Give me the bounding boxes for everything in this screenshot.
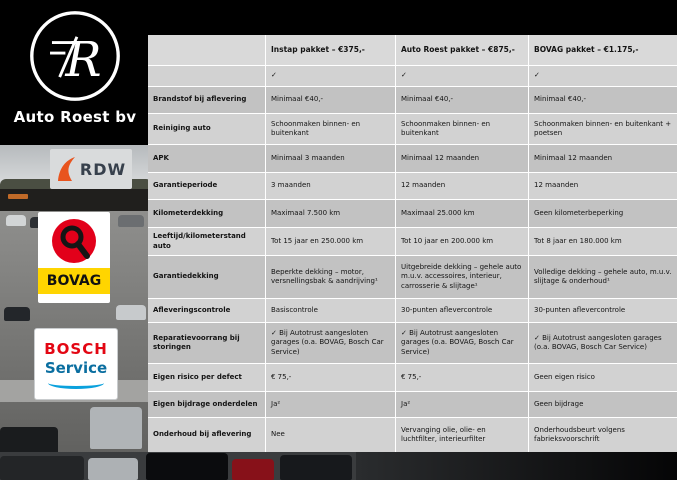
table-cell: 12 maanden	[529, 173, 677, 199]
table-cell: 3 maanden	[266, 173, 395, 199]
table-cell: ✓	[266, 66, 395, 86]
parked-car	[0, 456, 84, 480]
table-cell: Tot 8 jaar en 180.000 km	[529, 228, 677, 255]
parked-car	[146, 453, 228, 480]
table-cell: ✓ Bij Autotrust aangesloten garages (o.a. BOVAG, Bosch Car Service)	[396, 323, 528, 363]
parked-car	[88, 458, 138, 480]
table-cell: Minimaal €40,-	[396, 87, 528, 113]
table-cell: Maximaal 7.500 km	[266, 200, 395, 227]
table-cell: Onderhoudsbeurt volgens fabrieksvoorschrift	[529, 418, 677, 452]
row-label: Afleveringscontrole	[148, 299, 265, 322]
table-cell: Vervanging olie, olie- en luchtfilter, interieurfilter	[396, 418, 528, 452]
row-label: Garantiedekking	[148, 256, 265, 298]
parked-car-red	[232, 459, 274, 480]
rdw-logo-text: RDW	[79, 159, 127, 179]
svg-text:R: R	[65, 32, 102, 89]
table-cell: Minimaal 12 maanden	[396, 145, 528, 172]
table-cell: Uitgebreide dekking – gehele auto m.u.v. accessoires, interieur, carrosserie & slijtage¹	[396, 256, 528, 298]
table-cell: Schoonmaken binnen- en buitenkant + poetsen	[529, 114, 677, 144]
table-cell: Ja²	[396, 392, 528, 417]
table-cell: Tot 10 jaar en 200.000 km	[396, 228, 528, 255]
row-label: Onderhoud bij aflevering	[148, 418, 265, 452]
parked-cars-dark	[356, 452, 677, 480]
table-cell: Beperkte dekking – motor, versnellingsbak & aandrijving¹	[266, 256, 395, 298]
row-label: Eigen bijdrage onderdelen	[148, 392, 265, 417]
row-label	[148, 66, 265, 86]
dealership-building	[0, 189, 152, 211]
column-header-auto-roest: Auto Roest pakket – €875,-	[396, 35, 528, 65]
parked-car	[90, 407, 142, 449]
parked-car	[4, 307, 30, 321]
table-cell: Geen eigen risico	[529, 364, 677, 391]
brand-area	[0, 0, 150, 140]
bosch-service-text: Service	[44, 359, 108, 377]
row-label: Eigen risico per defect	[148, 364, 265, 391]
table-cell: Minimaal 3 maanden	[266, 145, 395, 172]
row-label: Garantieperiode	[148, 173, 265, 199]
row-label: Leeftijd/kilometerstand auto	[148, 228, 265, 255]
auto-roest-logo-icon	[27, 8, 123, 104]
parked-car	[6, 215, 26, 226]
table-cell: Minimaal 12 maanden	[529, 145, 677, 172]
parked-car	[116, 305, 146, 320]
package-comparison-table	[148, 35, 677, 452]
background-photo-left	[0, 145, 152, 480]
parked-car	[118, 215, 144, 227]
table-cell: Geen bijdrage	[529, 392, 677, 417]
background-photo-bottom	[0, 452, 677, 480]
table-cell: ✓	[529, 66, 677, 86]
table-cell: ✓	[396, 66, 528, 86]
table-cell: ✓ Bij Autotrust aangesloten garages (o.a. BOVAG, Bosch Car Service)	[266, 323, 395, 363]
table-cell: Maximaal 25.000 km	[396, 200, 528, 227]
table-cell: Schoonmaken binnen- en buitenkant	[266, 114, 395, 144]
table-cell: ✓ Bij Autotrust aangesloten garages (o.a. BOVAG, Bosch Car Service)	[529, 323, 677, 363]
row-label: APK	[148, 145, 265, 172]
table-cell: 12 maanden	[396, 173, 528, 199]
column-header-bovag: BOVAG pakket – €1.175,-	[529, 35, 677, 65]
table-cell: Ja²	[266, 392, 395, 417]
table-cell: € 75,-	[396, 364, 528, 391]
table-cell: 30-punten aflevercontrole	[396, 299, 528, 322]
table-cell: Minimaal €40,-	[529, 87, 677, 113]
table-cell: € 75,-	[266, 364, 395, 391]
table-cell: Schoonmaken binnen- en buitenkant	[396, 114, 528, 144]
row-label: Kilometerdekking	[148, 200, 265, 227]
bovag-emblem-icon	[51, 218, 97, 264]
bosch-swoosh	[48, 377, 104, 389]
bosch-service-logo	[34, 328, 118, 400]
company-name: Auto Roest bv	[13, 108, 137, 126]
table-cell: Tot 15 jaar en 250.000 km	[266, 228, 395, 255]
table-corner-cell	[148, 35, 265, 65]
row-label: Brandstof bij aflevering	[148, 87, 265, 113]
row-label: Reiniging auto	[148, 114, 265, 144]
table-cell: 30-punten aflevercontrole	[529, 299, 677, 322]
parked-car	[280, 455, 352, 480]
table-cell: Nee	[266, 418, 395, 452]
bosch-logo-text: BOSCH	[44, 340, 108, 358]
table-cell: Geen kilometerbeperking	[529, 200, 677, 227]
column-header-instap: Instap pakket – €375,-	[266, 35, 395, 65]
table-cell: Volledige dekking – gehele auto, m.u.v. slijtage & onderhoud¹	[529, 256, 677, 298]
bovag-logo-text: BOVAG	[38, 268, 110, 294]
table-cell: Minimaal €40,-	[266, 87, 395, 113]
table-cell: Basiscontrole	[266, 299, 395, 322]
rdw-logo	[50, 149, 132, 189]
bovag-logo	[38, 212, 110, 303]
row-label: Reparatievoorrang bij storingen	[148, 323, 265, 363]
rdw-flame-icon	[56, 156, 76, 182]
